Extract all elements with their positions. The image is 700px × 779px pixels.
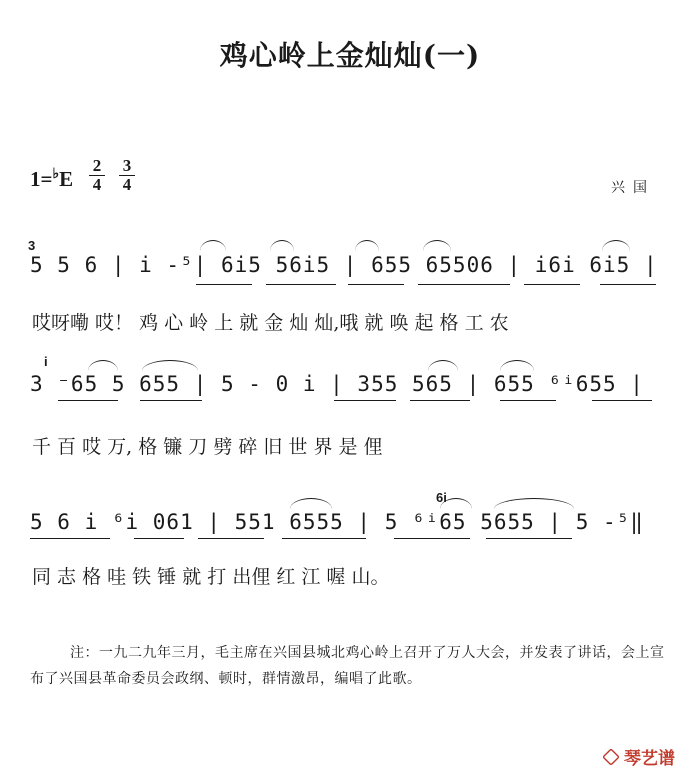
underline-mark bbox=[500, 400, 556, 401]
lyrics-line-2: 千 百 哎 万, 格 镰 刀 劈 碎 旧 世 界 是 俚 bbox=[32, 436, 383, 458]
footnote: 注：一九二九年三月，毛主席在兴国县城北鸡心岭上召开了万人大会，并发表了讲话，会上宣布了兴国县革命委员会政纲、顿时，群情激昂，编唱了此歌。 bbox=[30, 645, 665, 687]
slur-mark bbox=[440, 498, 472, 509]
watermark-logo-icon bbox=[602, 748, 620, 766]
underline-mark bbox=[486, 538, 572, 539]
underline-mark bbox=[140, 400, 202, 401]
watermark-text: 琴艺谱 bbox=[624, 749, 675, 768]
flat-sign: ♭ bbox=[52, 167, 60, 182]
underline-mark bbox=[348, 284, 404, 285]
watermark bbox=[602, 744, 675, 769]
underline-mark bbox=[334, 400, 396, 401]
song-title: 鸡心岭上金灿灿(一) bbox=[219, 39, 481, 72]
author-credit: 兴国 bbox=[611, 180, 655, 196]
underline-mark bbox=[592, 400, 652, 401]
slur-mark bbox=[88, 360, 118, 371]
time-sig-denominator: 4 bbox=[92, 175, 102, 194]
slur-mark bbox=[290, 498, 332, 509]
underline-mark bbox=[198, 538, 264, 539]
slur-mark bbox=[355, 240, 379, 251]
slur-mark bbox=[423, 240, 451, 251]
key-signature bbox=[30, 166, 73, 192]
time-sig-denominator: 4 bbox=[122, 175, 132, 194]
underline-mark bbox=[282, 538, 366, 539]
grace-note: i bbox=[44, 354, 48, 369]
time-sig-numerator: 3 bbox=[119, 157, 135, 176]
time-sig-numerator: 2 bbox=[89, 157, 105, 176]
notation-line: 3 ⁻65 5 655 | 5 - 0 i | 355 565 | 655 ⁶ⁱ655 | bbox=[30, 372, 644, 396]
underline-mark bbox=[524, 284, 580, 285]
key-prefix: 1= bbox=[30, 167, 53, 191]
underline-mark bbox=[30, 538, 110, 539]
underline-mark bbox=[600, 284, 656, 285]
grace-note: 3 bbox=[28, 238, 36, 253]
time-signature-3-4 bbox=[119, 157, 135, 194]
underline-mark bbox=[58, 400, 118, 401]
lyrics-line-3: 同 志 格 哇 铁 锤 就 打 出俚 红 江 喔 山。 bbox=[32, 566, 390, 588]
slur-mark bbox=[200, 240, 226, 251]
slur-mark bbox=[494, 498, 574, 509]
notation-line: 5 5 6 | i -⁵| 6i5 56i5 | 655 65506 | i6i 6i5 | bbox=[30, 253, 658, 277]
slur-mark bbox=[270, 240, 294, 251]
key-letter: E bbox=[59, 167, 74, 191]
underline-mark bbox=[410, 400, 470, 401]
underline-mark bbox=[196, 284, 252, 285]
slur-mark bbox=[500, 360, 534, 371]
underline-mark bbox=[394, 538, 470, 539]
notation-line: 5 6 i ⁶i 061 | 551 6555 | 5 ⁶ⁱ65 5655 | 5 -⁵‖ bbox=[30, 510, 644, 534]
slur-mark bbox=[142, 360, 198, 371]
underline-mark bbox=[418, 284, 510, 285]
grace-note: 6i bbox=[436, 490, 447, 505]
underline-mark bbox=[266, 284, 336, 285]
slur-mark bbox=[428, 360, 458, 371]
lyrics-line-1: 哎呀嘞 哎！ 鸡 心 岭 上 就 金 灿 灿,哦 就 唤 起 格 工 农 bbox=[32, 312, 509, 334]
slur-mark bbox=[602, 240, 630, 251]
underline-mark bbox=[134, 538, 184, 539]
time-signature-2-4 bbox=[89, 157, 105, 194]
